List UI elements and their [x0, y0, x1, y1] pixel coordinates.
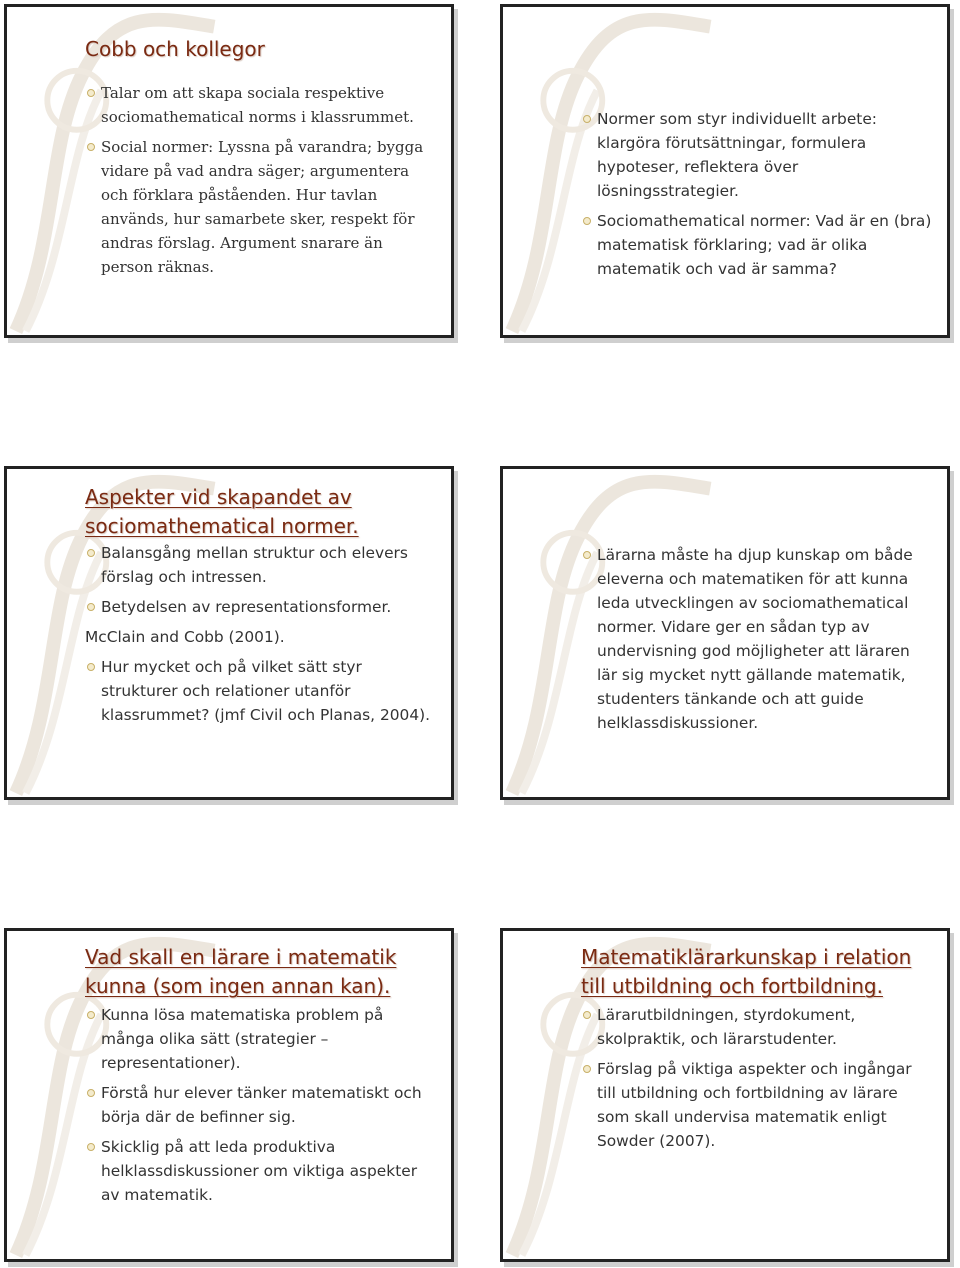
- bullet-item: Talar om att skapa sociala respektive sociomathematical norms i klassrummet.: [101, 81, 437, 129]
- bullet-item: Balansgång mellan struktur och elevers förslag och intressen.: [101, 541, 437, 589]
- bullet-list: [597, 1003, 933, 1159]
- slide-title: Cobb och kollegor: [85, 37, 265, 61]
- bullet-list: [597, 107, 933, 287]
- slide-title: Matematiklärarkunskap i relation till utbildning och fortbildning.: [581, 945, 912, 998]
- bullet-item: Lärarutbildningen, styrdokument, skolpraktik, och lärarstudenter.: [597, 1003, 933, 1051]
- bullet-item: McClain and Cobb (2001).: [85, 628, 285, 646]
- slide-5: [4, 928, 454, 1262]
- slide-2: [500, 4, 950, 338]
- bullet-item: Sociomathematical normer: Vad är en (bra) matematisk förklaring; vad är olika matematik och vad är samma?: [597, 209, 933, 281]
- bullet-item: Normer som styr individuellt arbete: klargöra förutsättningar, formulera hypoteser, reflektera över lösningsstrategier.: [597, 107, 933, 203]
- bullet-item: Förstå hur elever tänker matematiskt och börja där de befinner sig.: [101, 1081, 437, 1129]
- bullet-list: [85, 541, 437, 733]
- bullet-item: Förslag på viktiga aspekter och ingångar till utbildning och fortbildning av lärare som skall undervisa matematik enligt Sowder (2007).: [597, 1057, 933, 1153]
- bullet-list: [101, 1003, 437, 1213]
- slide-1: [4, 4, 454, 338]
- bullet-item: Skicklig på att leda produktiva helklassdiskussioner om viktiga aspekter av matematik.: [101, 1135, 437, 1207]
- slide-title: Vad skall en lärare i matematik kunna (som ingen annan kan).: [85, 945, 397, 998]
- bullet-item: Social normer: Lyssna på varandra; bygga vidare på vad andra säger; argumentera och förklara påståenden. Hur tavlan används, hur samarbete sker, respekt för andras förslag. Argument snarare än person räknas.: [101, 135, 437, 279]
- bullet-list: [597, 543, 933, 741]
- bullet-item: Hur mycket och på vilket sätt styr strukturer och relationer utanför klassrummet? (jmf Civil och Planas, 2004).: [101, 655, 437, 727]
- slide-4: [500, 466, 950, 800]
- slide-title: Aspekter vid skapandet av sociomathematical normer.: [85, 485, 359, 538]
- bullet-item: Kunna lösa matematiska problem på många olika sätt (strategier – representationer).: [101, 1003, 437, 1075]
- slide-3: [4, 466, 454, 800]
- slide-6: [500, 928, 950, 1262]
- bullet-list: [101, 81, 437, 285]
- bullet-item: Lärarna måste ha djup kunskap om både eleverna och matematiken för att kunna leda utvecklingen av sociomathematical normer. Vidare ger en sådan typ av undervisning god möjligheter att läraren lär sig mycket nytt gällande matematik, studenters tänkande och att guide helklassdiskussioner.: [597, 543, 933, 735]
- bullet-item: Betydelsen av representationsformer.: [101, 595, 437, 619]
